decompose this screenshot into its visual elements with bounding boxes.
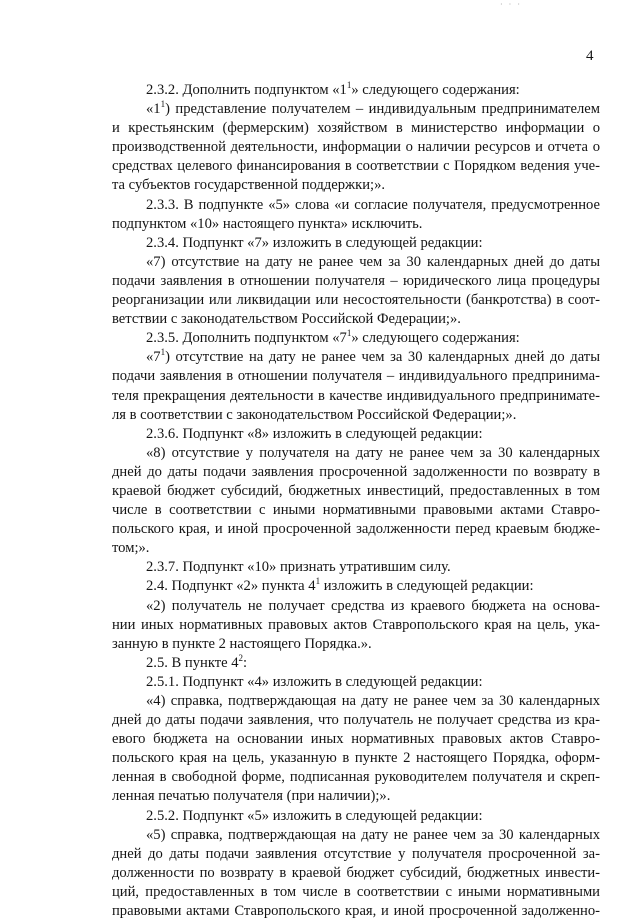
text-segment: «7) отсутствие на дату не ранее чем за 30 календарных дней до даты <box>146 253 600 270</box>
text-segment: 2.3.3. В подпункте «5» слова «и согласие получателя, предусмотренное <box>146 196 600 213</box>
text-segment: 2.5. В пункте 4 <box>146 654 239 671</box>
text-segment: 2.5.1. Подпункт «4» изложить в следующей редакции: <box>146 673 483 690</box>
text-segment: средствах целевого финансирования в соответствии с Порядком ведения уче- <box>112 158 600 175</box>
text-line <box>112 482 600 501</box>
text-line <box>112 749 600 768</box>
text-line <box>112 310 600 329</box>
text-line <box>112 387 600 406</box>
text-segment: » следующего содержания: <box>351 82 520 98</box>
text-segment: та субъектов государственной поддержки;». <box>112 177 386 194</box>
text-segment: ) представление получателем – индивидуальным предпринимателем <box>165 101 600 118</box>
text-line <box>112 196 600 215</box>
superscript-index: 1 <box>160 348 166 358</box>
text-line <box>112 272 600 291</box>
page-number: 4 <box>586 48 594 64</box>
superscript-index: 1 <box>315 577 321 587</box>
text-line <box>112 577 600 596</box>
text-segment: подачи заявления в отношении получателя – юридического лица процедуры <box>112 272 600 289</box>
text-line <box>112 119 600 138</box>
text-line <box>112 597 600 616</box>
text-line <box>112 845 600 864</box>
text-segment: «1 <box>146 101 161 118</box>
text-segment: 2.3.4. Подпункт «7» изложить в следующей редакции: <box>146 234 483 251</box>
text-segment: польского края, и иной просроченной задолженности перед краевым бюдже- <box>112 521 600 538</box>
text-line <box>112 673 600 692</box>
text-line <box>112 444 600 463</box>
text-line <box>112 100 600 119</box>
text-segment: ций, предоставленных в том числе в соответствии с иными нормативными <box>112 883 600 900</box>
text-segment: польского края на цель, указанную в пункте 2 настоящего Порядка, оформ- <box>112 750 600 767</box>
text-line <box>112 234 600 253</box>
text-segment: «4) справка, подтверждающая на дату не ранее чем за 30 календарных <box>146 693 600 709</box>
text-segment: и крестьянским (фермерским) хозяйством в министерство информации о <box>112 120 600 137</box>
text-line <box>112 616 600 635</box>
text-segment: «8) отсутствие у получателя на дату не ранее чем за 30 календарных <box>146 444 600 461</box>
text-segment: 2.3.7. Подпункт «10» признать утратившим силу. <box>146 559 451 576</box>
text-line <box>112 807 600 826</box>
text-segment: : <box>243 654 248 671</box>
text-segment: «5) справка, подтверждающая на дату не ранее чем за 30 календарных <box>146 826 600 843</box>
text-segment: евого бюджета на основании иных нормативных правовых актов Ставро- <box>112 731 600 748</box>
text-line <box>112 157 600 176</box>
text-segment: дней до даты подачи заявления просроченной задолженности по возврату в <box>112 463 600 480</box>
text-line <box>112 692 600 711</box>
text-segment: правовыми актами Ставропольского края, и иной просроченной задолженно- <box>112 903 600 920</box>
text-segment: 2.3.2. Дополнить подпунктом «1 <box>146 82 347 98</box>
text-line <box>112 711 600 730</box>
text-line <box>112 367 600 386</box>
text-segment: реорганизации или ликвидации или несостоятельности (банкротства) в соот- <box>112 292 600 309</box>
text-segment: теля прекращения деятельности в качестве индивидуального предпринимате- <box>112 387 600 404</box>
text-line <box>112 501 600 520</box>
text-line <box>112 768 600 787</box>
text-segment: нии иных нормативных правовых актов Ставропольского края на цель, ука- <box>112 616 600 633</box>
text-segment: краевой бюджет субсидий, бюджетных инвестиций, предоставленных в том <box>112 482 600 499</box>
text-segment: долженности по возврату в краевой бюджет субсидий, бюджетных инвести- <box>112 864 600 881</box>
text-segment: подачи заявления в отношении получателя – индивидуального предпринима- <box>112 368 600 385</box>
text-segment: числе в соответствии с иными нормативными правовыми актами Ставро- <box>112 502 600 519</box>
text-line <box>112 654 600 673</box>
text-segment: том;». <box>112 540 150 557</box>
text-line <box>112 291 600 310</box>
text-line <box>112 253 600 272</box>
text-line <box>112 730 600 749</box>
text-line <box>112 463 600 482</box>
text-segment: » следующего содержания: <box>351 330 520 347</box>
text-line <box>112 864 600 883</box>
text-segment: «2) получатель не получает средства из краевого бюджета на основа- <box>146 597 600 614</box>
text-line <box>112 883 600 902</box>
superscript-index: 1 <box>346 329 352 339</box>
text-segment: производственной деятельности, информации о наличии ресурсов и отчета о <box>112 139 600 156</box>
text-segment: ля в соответствии с законодательством Российской Федерации;». <box>112 406 517 423</box>
text-line <box>112 520 600 539</box>
text-line <box>112 215 600 234</box>
document-body <box>112 81 600 921</box>
text-line <box>112 826 600 845</box>
scan-artifact: · · · <box>500 0 522 9</box>
text-line <box>112 425 600 444</box>
text-segment: дней до даты подачи заявления, что получатель не получает средства из кра- <box>112 712 600 729</box>
text-segment: подпунктом «10» настоящего пункта» исключить. <box>112 215 423 232</box>
text-line <box>112 558 600 577</box>
text-line <box>112 348 600 367</box>
text-line <box>112 329 600 348</box>
superscript-index: 1 <box>160 100 166 110</box>
text-line <box>112 81 600 100</box>
text-segment: изложить в следующей редакции: <box>320 578 534 595</box>
text-segment: дней до даты подачи заявления отсутствие у получателя просроченной за- <box>112 845 600 862</box>
text-segment: «7 <box>146 349 161 366</box>
text-line <box>112 539 600 558</box>
text-line <box>112 902 600 921</box>
text-segment: 2.3.6. Подпункт «8» изложить в следующей редакции: <box>146 425 483 442</box>
text-segment: ленная в свободной форме, подписанная руководителем получателя и скреп- <box>112 769 600 786</box>
text-segment: ветствии с законодательством Российской Федерации;». <box>112 311 461 328</box>
text-segment: ленная печатью получателя (при наличии);». <box>112 788 391 805</box>
text-segment: 2.4. Подпункт «2» пункта 4 <box>146 578 316 595</box>
text-line <box>112 406 600 425</box>
text-segment: 2.5.2. Подпункт «5» изложить в следующей редакции: <box>146 807 483 824</box>
text-segment: ) отсутствие на дату не ранее чем за 30 календарных дней до даты <box>165 349 600 366</box>
text-segment: 2.3.5. Дополнить подпунктом «7 <box>146 330 347 347</box>
text-segment: занную в пункте 2 настоящего Порядка.». <box>112 635 372 652</box>
text-line <box>112 176 600 195</box>
text-line <box>112 787 600 806</box>
superscript-index: 1 <box>346 81 352 91</box>
text-line <box>112 635 600 654</box>
superscript-index: 2 <box>238 653 244 663</box>
text-line <box>112 138 600 157</box>
